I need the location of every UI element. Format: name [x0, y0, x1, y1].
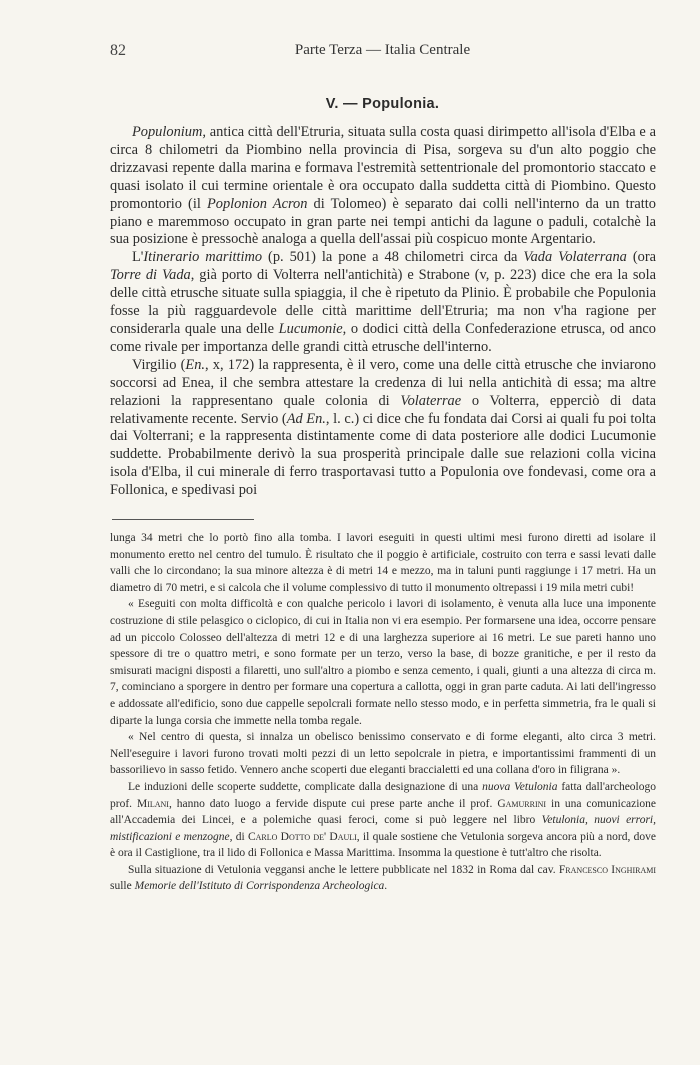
page-header — [110, 42, 655, 64]
footnote-paragraph — [110, 779, 656, 862]
text-run: sulle — [110, 880, 135, 893]
italic-term: Poplonion Acron — [206, 195, 308, 212]
italic-term: Lucumonie — [278, 320, 343, 337]
author-name: Francesco Inghirami — [558, 863, 657, 876]
text-run: (ora — [626, 249, 657, 266]
text-run: , l. c.) ci dice che fu fondata dai Corsi ai quali fu poi tolta dai Volterrani; e la rappresenta distintamente come di data posteriore alle dodici Lucumonie suddette. Probabilmente derivò la sua prosperità principale dalle sue relazioni colla vicina isola d'Elba, il cui minerale di ferro trasportavasi tutto a Populonia ove fondevasi, come ora a Follonica, e spedivasi poi — [110, 410, 656, 499]
italic-term: Volaterrae — [400, 392, 462, 409]
text-run: in una comunicazione all'Accademia dei Lincei, e a polemiche quasi feroci, come si può leggere nel libro — [110, 797, 656, 827]
text-run: Le induzioni delle scoperte suddette, complicate dalla designazione di una — [128, 780, 483, 793]
text-run: , già porto di Volterra nell'antichità) e Strabone (v, p. 223) dice che era la sola delle città etrusche situate sulla spiaggia, il che è ripetuto da Plinio. È probabile che Populonia fosse la più ragguardevole delle città marittime dell'Etruria; ma non v'ha ragione per considerarla quale una delle — [110, 267, 657, 337]
text-run: fatta dall'archeologo prof. — [110, 780, 656, 810]
footnote-paragraph — [110, 862, 656, 895]
text-run: o Volterra, epperciò di data relativamente recente. Servio ( — [110, 392, 657, 427]
text-run: , x, 172) la rappresenta, è il vero, come una delle città etrusche che inviarono soccorsi ad Enea, il che sembra attestare la credenza di lui nella antichità di essa; ma altre relazioni la rappresentano quale colonia di — [110, 356, 656, 409]
main-text — [110, 124, 656, 500]
section-title: V. — Populonia. — [325, 96, 440, 112]
text-run: Sulla situazione di Vetulonia veggansi anche le lettere pubblicate nel 1832 in Roma dal cav. — [128, 863, 559, 876]
text-run: di — [232, 830, 248, 843]
text-run: Virgilio ( — [132, 356, 186, 373]
text-run: , il quale sostiene che Vetulonia sorgeva ancora più a nord, dove è ora il Castiglione, tra il lido di Follonica e Massa Marittima. Insomma la questione è tutt'altro che risolta. — [110, 830, 656, 860]
footnote-paragraph: lunga 34 metri che lo portò fino alla tomba. I lavori eseguiti in questi ultimi mesi furono diretti ad isolare il monumento eretto nel centro del tumulo. È risultato che il poggio è artificiale, costruito con terra e sassi levati dalle valli che lo circondano; la sua minore altezza è di metri 14 e mezzo, ma in taluni punti raggiunge i 17 metri. Ha un diametro di 70 metri, e si calcola che il volume complessivo di tutto il monumento oltrepassi i 19 mila metri cubi! — [110, 532, 656, 594]
book-title: Vetulonia, nuovi errori, mistificazioni e menzogne, — [110, 814, 656, 843]
page-number: 82 — [110, 42, 126, 59]
text-run: antica città dell'Etruria, situata sulla costa quasi dirimpetto all'isola d'Elba e a circa 8 chilometri da Piombino nella provincia di Pisa, sorgeva su d'un alto poggio che drizzavasi repente dalla marina e formava l'estremità settentrionale del promontorio staccato e quasi isolato il cui termine orientale è ora occupato dalla suddetta città di Piombino. Questo promontorio (il — [110, 124, 656, 212]
italic-term: En. — [185, 356, 206, 373]
paragraph — [110, 357, 656, 500]
italic-term: Torre di Vada — [110, 267, 191, 284]
italic-term: Itinerario marittimo — [143, 249, 263, 266]
text-run: L' — [132, 249, 144, 266]
text-run: , o dodici città della Confederazione etrusca, od anco come rivale per importanza delle grandi città etrusche dell'interno. — [110, 320, 656, 355]
paragraph — [110, 124, 656, 249]
italic-term: Populonium, — [132, 124, 206, 140]
italic-term: Vada Volaterrana — [523, 249, 627, 266]
footnote-paragraph: « Eseguiti con molta difficoltà e con qualche pericolo i lavori di isolamento, è venuta alla luce una imponente costruzione di stile pelasgico o ciclopico, di cui in Italia non vi era esempio. Per formarsene una idea, occorre pensare ad un piccolo Colosseo dell'altezza di metri 12 e di una larghezza superiore ai 16 metri. Le sue pareti hanno uno spessore di tre o quattro metri, e sono formate per un terzo, verso la base, di bozze granitiche, e per il resto da smisurati macigni disposti a filaretti, uno sull'altro a piombo e senza cemento, i quali, giunti a una altezza di circa m. 7, cominciano a sporgere in dentro per formare una copertura a callotta, oggi in gran parte caduta. Ai lati dell'ingresso e addossate all'edificio, sono due cappelle sepolcrali formate nello stesso modo, e in perfetta simmetria, fra le quali si diparte la lunga corsia che immette nella tomba regale. — [110, 598, 656, 727]
footnotes — [110, 530, 656, 895]
text-run: di Tolomeo) è separato dai colli nell'interno da un tratto piano e maremmoso occupato in gran parte nei tempi antichi da lagune o paduli, cotalchè la sua posizione è pressochè analoga a quella dell'assai più cospicuo monte Argentario. — [110, 195, 656, 248]
italic-term: Ad En. — [286, 410, 326, 427]
text-run: . — [384, 880, 388, 893]
text-run: , hanno dato luogo a fervide dispute cui prese parte anche il prof. — [168, 797, 498, 810]
italic-term: nuova Vetulonia — [482, 780, 558, 793]
paragraph — [110, 249, 656, 356]
author-name: Gamurrini — [497, 797, 547, 810]
footnote-divider — [112, 519, 254, 520]
book-title: Memorie dell'Istituto di Corrispondenza Archeologica — [134, 880, 385, 893]
running-title: Parte Terza — Italia Centrale — [294, 42, 471, 58]
author-name: Carlo Dotto de' Dauli — [247, 830, 357, 843]
author-name: Milani — [136, 797, 169, 810]
footnote-paragraph: « Nel centro di questa, si innalza un obelisco benissimo conservato e di forme eleganti, alto circa 3 metri. Nell'eseguire i lavori furono trovati molti pezzi di un letto sepolcrale in pietra, e importantissimi frammenti di un bassorilievo in sasso fetido. Vennero anche scoperti due eleganti braccialetti ed una collana d'oro in filigrana ». — [110, 731, 656, 777]
text-run: (p. 501) la pone a 48 chilometri circa da — [262, 249, 524, 266]
